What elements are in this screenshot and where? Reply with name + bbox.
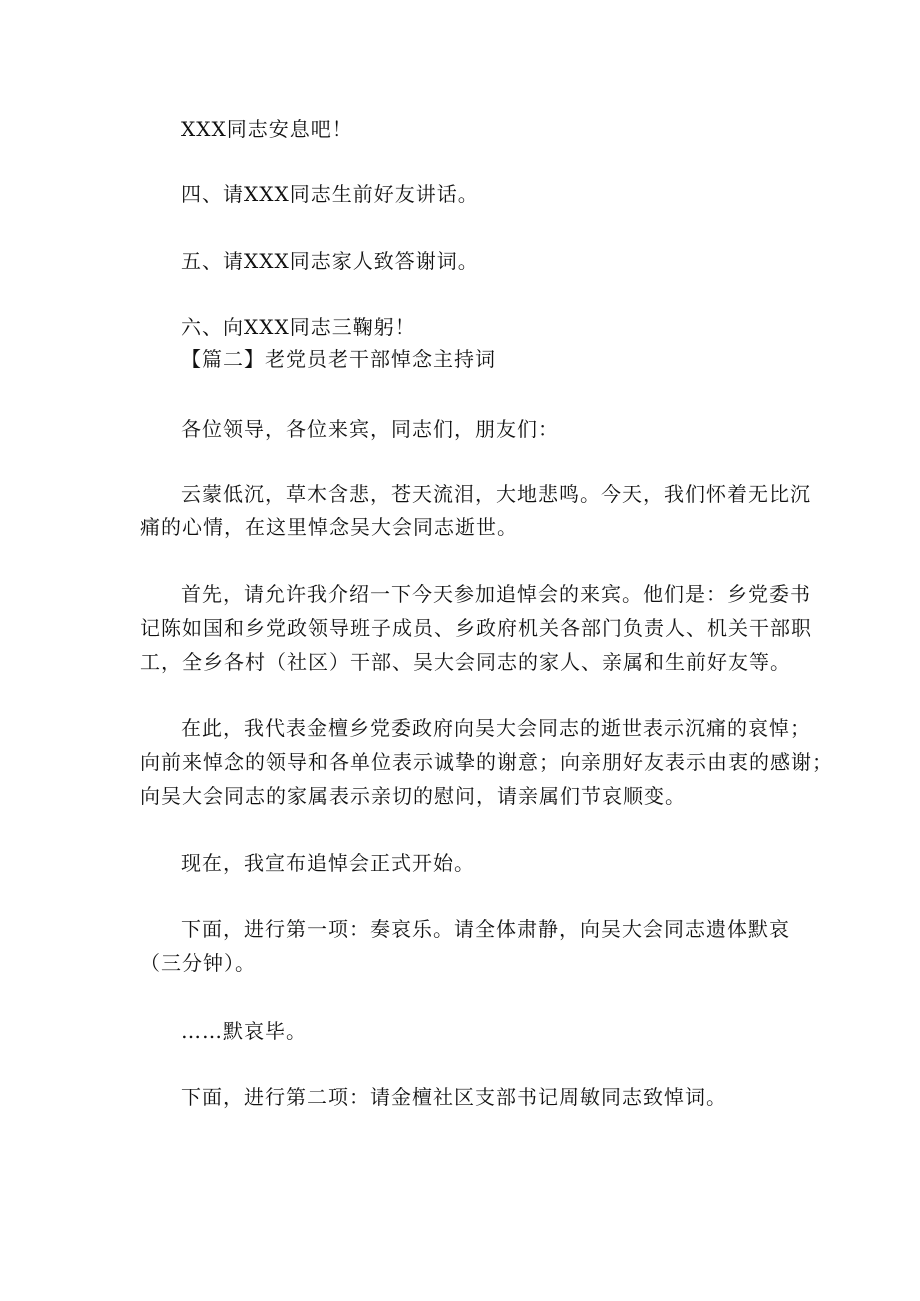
text-line-greeting: 各位领导，各位来宾，同志们，朋友们： [181,417,559,441]
section-heading: 【篇二】老党员老干部悼念主持词 [181,347,496,371]
text-line-para2-3: 工，全乡各村（社区）干部、吴大会同志的家人、亲属和生前好友等。 [140,650,791,674]
text-line-rest-in-peace: XXX同志安息吧！ [181,117,353,141]
text-line-item-two: 下面，进行第二项：请金檀社区支部书记周敏同志致悼词。 [181,1085,727,1109]
text-line-item-one-2: （三分钟）。 [140,951,256,975]
text-line-para2-2: 记陈如国和乡党政领导班子成员、乡政府机关各部门负责人、机关干部职 [140,616,812,640]
text-line-para2-1: 首先，请允许我介绍一下今天参加追悼会的来宾。他们是：乡党委书 [181,582,811,606]
text-line-para3-1: 在此，我代表金檀乡党委政府向吴大会同志的逝世表示沉痛的哀悼； [181,716,811,740]
text-line-para3-2: 向前来悼念的领导和各单位表示诚挚的谢意；向亲朋好友表示由衷的感谢； [140,750,833,774]
text-line-silence-end: ……默哀毕。 [181,1019,307,1043]
text-line-item-five: 五、请XXX同志家人致答谢词。 [181,249,479,273]
text-line-item-six: 六、向XXX同志三鞠躬！ [181,315,416,339]
text-line-para1-2: 痛的心情，在这里悼念吴大会同志逝世。 [140,515,518,539]
text-line-item-one-1: 下面，进行第一项：奏哀乐。请全体肃静，向吴大会同志遗体默哀 [181,917,790,941]
text-line-para1-1: 云蒙低沉，草木含悲，苍天流泪，大地悲鸣。今天，我们怀着无比沉 [181,482,811,506]
text-line-announce-start: 现在，我宣布追悼会正式开始。 [181,851,475,875]
text-line-para3-3: 向吴大会同志的家属表示亲切的慰问，请亲属们节哀顺变。 [140,784,686,808]
text-line-item-four: 四、请XXX同志生前好友讲话。 [181,182,479,206]
